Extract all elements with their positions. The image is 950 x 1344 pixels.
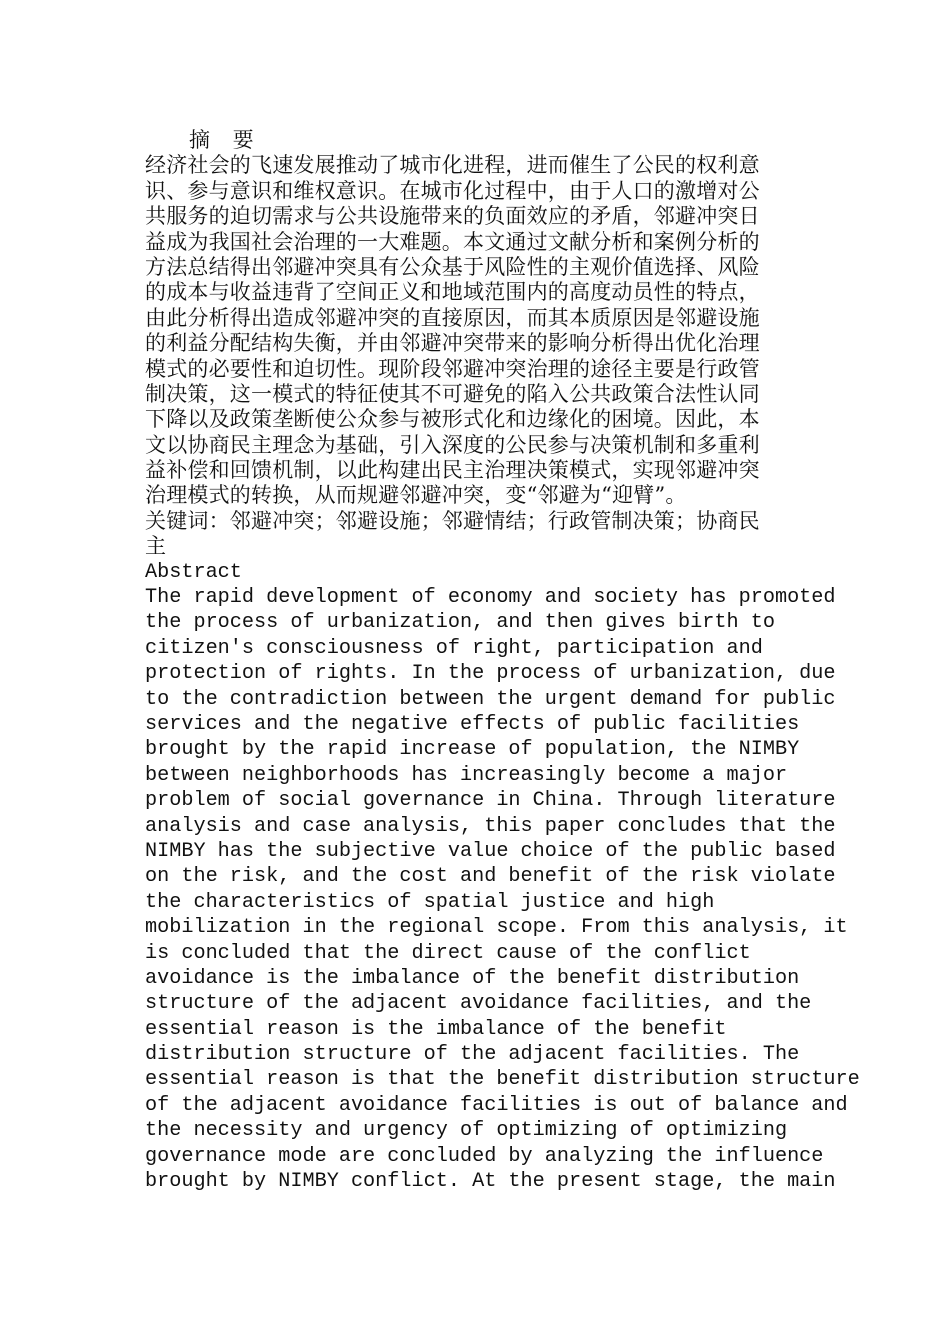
abstract-en-line: avoidance is the imbalance of the benefit distribution: [145, 966, 800, 990]
abstract-en-line: essential reason is the imbalance of the benefit: [145, 1017, 727, 1041]
abstract-cn-line: 由此分析得出造成邻避冲突的直接原因，而其本质原因是邻避设施: [145, 305, 760, 330]
abstract-cn-line: 共服务的迫切需求与公共设施带来的负面效应的矛盾，邻避冲突日: [145, 204, 760, 229]
keywords-line: 关键词：邻避冲突；邻避设施；邻避情结；行政管制决策；协商民: [145, 508, 760, 533]
abstract-en-line: of the adjacent avoidance facilities is out of balance and: [145, 1093, 848, 1117]
abstract-cn-line: 治理模式的转换，从而规避邻避冲突，变“邻避为“迎臂”。: [145, 483, 687, 508]
abstract-en-line: citizen's consciousness of right, participation and: [145, 636, 763, 660]
abstract-en-line: the characteristics of spatial justice and high: [145, 890, 715, 914]
abstract-cn-line: 的利益分配结构失衡，并由邻避冲突带来的影响分析得出优化治理: [145, 331, 760, 356]
abstract-en-line: structure of the adjacent avoidance facilities, and the: [145, 992, 812, 1016]
abstract-heading-cn: 摘 要: [189, 128, 262, 152]
abstract-cn-line: 文以协商民主理念为基础，引入深度的公民参与决策机制和多重利: [145, 432, 760, 457]
abstract-en-line: between neighborhoods has increasingly become a major: [145, 763, 788, 787]
abstract-en-line: is concluded that the direct cause of the conflict: [145, 941, 751, 965]
abstract-en-line: problem of social governance in China. Through literature: [145, 789, 836, 813]
abstract-en-line: to the contradiction between the urgent demand for public: [145, 687, 836, 711]
abstract-en-line: The rapid development of economy and society has promoted: [145, 586, 836, 610]
abstract-cn-line: 益成为我国社会治理的一大难题。本文通过文献分析和案例分析的: [145, 229, 760, 254]
abstract-en-line: brought by NIMBY conflict. At the present stage, the main: [145, 1170, 836, 1194]
abstract-en-line: protection of rights. In the process of urbanization, due: [145, 662, 836, 686]
abstract-en-line: distribution structure of the adjacent facilities. The: [145, 1043, 800, 1067]
abstract-cn-line: 益补偿和回馈机制，以此构建出民主治理决策模式，实现邻避冲突: [145, 458, 760, 483]
abstract-en-line: the necessity and urgency of optimizing of optimizing: [145, 1119, 788, 1143]
abstract-en-line: brought by the rapid increase of population, the NIMBY: [145, 738, 800, 762]
abstract-cn-line: 经济社会的飞速发展推动了城市化进程，进而催生了公民的权利意: [145, 153, 760, 178]
abstract-cn-line: 制决策，这一模式的特征使其不可避免的陷入公共政策合法性认同: [145, 381, 760, 406]
abstract-cn-line: 的成本与收益违背了空间正义和地域范围内的高度动员性的特点，: [145, 280, 760, 305]
abstract-heading-en: Abstract: [145, 560, 242, 584]
abstract-en-line: on the risk, and the cost and benefit of the risk violate: [145, 865, 836, 889]
abstract-cn-line: 方法总结得出邻避冲突具有公众基于风险性的主观价值选择、风险: [145, 254, 760, 279]
page-content: [145, 128, 860, 1194]
abstract-body-cn: [145, 153, 810, 508]
abstract-cn-line: 识、参与意识和维权意识。在城市化过程中，由于人口的激增对公: [145, 178, 760, 203]
keywords-line: 主: [145, 534, 167, 559]
abstract-en-line: analysis and case analysis, this paper concludes that the: [145, 814, 836, 838]
abstract-en-line: essential reason is that the benefit distribution structure: [145, 1068, 860, 1092]
abstract-en-line: governance mode are concluded by analyzing the influence: [145, 1144, 824, 1168]
keywords-cn: [145, 509, 810, 560]
abstract-cn-line: 下降以及政策垄断使公众参与被形式化和边缘化的困境。因此，本: [145, 407, 760, 432]
abstract-cn-line: 模式的必要性和迫切性。现阶段邻避冲突治理的途径主要是行政管: [145, 356, 760, 381]
abstract-en-line: services and the negative effects of public facilities: [145, 712, 800, 736]
abstract-body-en: [145, 585, 860, 1194]
abstract-en-line: the process of urbanization, and then gives birth to: [145, 611, 775, 635]
abstract-en-line: NIMBY has the subjective value choice of the public based: [145, 839, 836, 863]
abstract-en-line: mobilization in the regional scope. From this analysis, it: [145, 916, 848, 940]
